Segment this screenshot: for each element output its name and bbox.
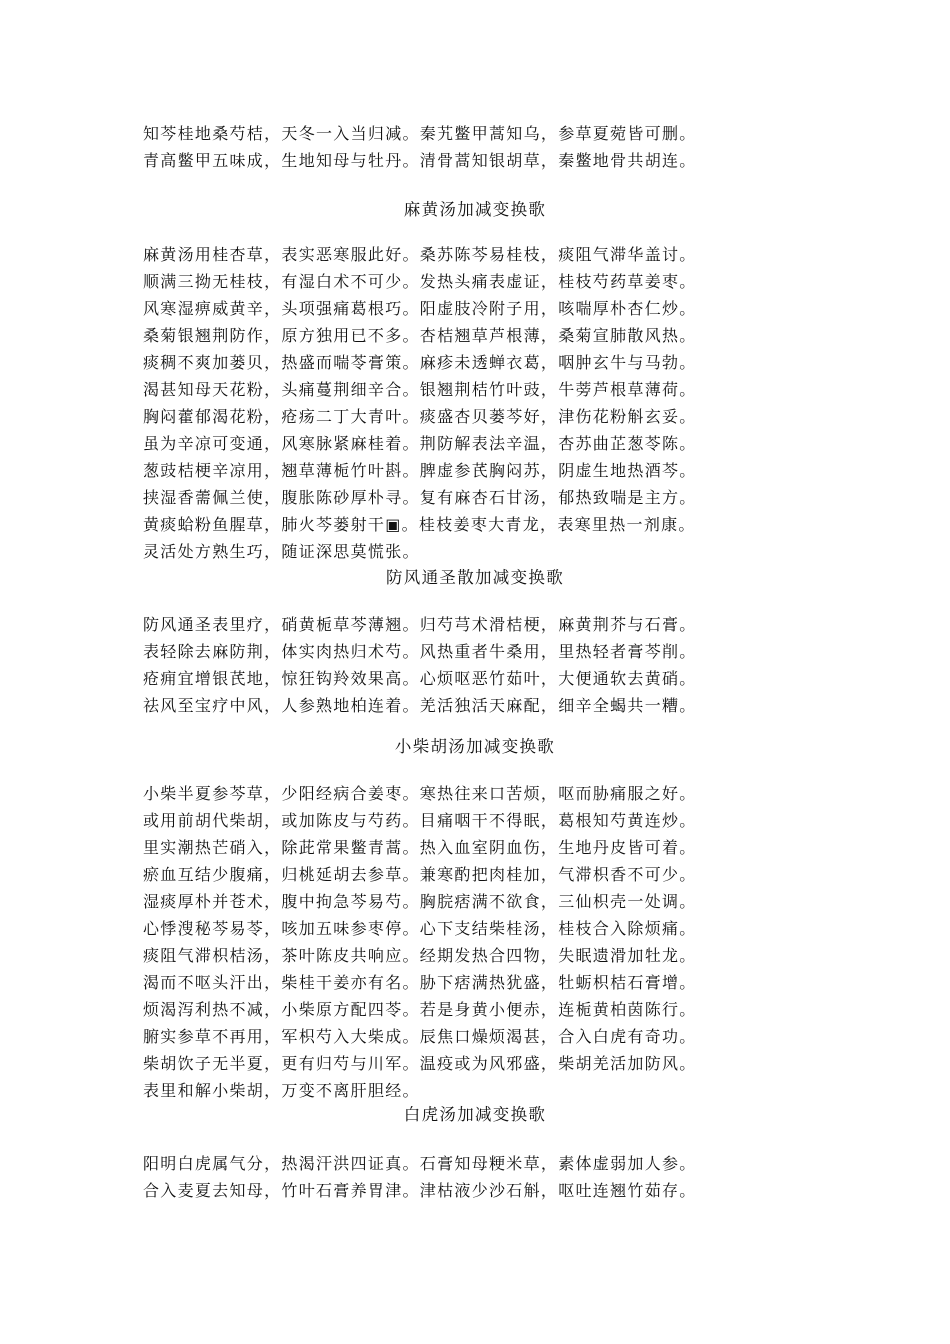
verse-line: 祛风至宝疗中风，人参熟地柏连着。羌活独活天麻配，细辛全蝎共一糟。 — [143, 696, 697, 715]
verse-line: 烦渴泻利热不减，小柴原方配四苓。若是身黄小便赤，连栀黄柏茵陈行。 — [143, 1000, 697, 1019]
section-verse-xiaochaihu — [143, 780, 823, 1104]
verse-line: 顺满三拗无桂枝，有湿白术不可少。发热头痛表虚证，桂枝芍药草姜枣。 — [143, 272, 697, 291]
section-title: 白虎汤加减变换歌 — [403, 1105, 547, 1124]
verse-line: 灵活处方熟生巧，随证深思莫慌张。 — [143, 542, 420, 561]
verse-line: 里实潮热芒硝入，除茈常果鳖青蒿。热入血室阴血伤，生地丹皮皆可着。 — [143, 838, 697, 857]
section-title: 麻黄汤加减变换歌 — [403, 200, 547, 219]
section-verse-mahuang — [143, 241, 823, 565]
verse-line: 葱豉桔梗辛凉用，翘草薄栀竹叶斟。脾虚参芪胸闷苏，阴虚生地热酒芩。 — [143, 461, 697, 480]
verse-line: 防风通圣表里疗，硝黄栀草芩薄翘。归芍芎术滑桔梗，麻黄荆芥与石膏。 — [143, 615, 697, 634]
section-title: 小柴胡汤加减变换歌 — [394, 737, 556, 756]
verse-line: 黄痰蛤粉鱼腥草，肺火芩蒌射干▣。桂枝姜枣大青龙，表寒里热一剂康。 — [143, 515, 696, 534]
section-verse-baihu — [143, 1150, 823, 1204]
verse-line: 青高鳖甲五味成，生地知母与牡丹。清骨蒿知银胡草，秦鳖地骨共胡连。 — [143, 151, 697, 170]
verse-line: 阳明白虎属气分，热渴汗洪四证真。石膏知母粳米草，素体虚弱加人参。 — [143, 1154, 697, 1173]
verse-line: 柴胡饮子无半夏，更有归芍与川军。温疫或为风邪盛，柴胡羌活加防风。 — [143, 1054, 697, 1073]
verse-line: 或用前胡代柴胡，或加陈皮与芍药。目痛咽干不得眠，葛根知芍黄连炒。 — [143, 811, 697, 830]
verse-line: 腑实参草不再用，军枳芍入大柴成。辰焦口燥烦渴甚，合入白虎有奇功。 — [143, 1027, 697, 1046]
verse-line: 表轻除去麻防荆，体实肉热归术芍。风热重者牛桑用，里热轻者膏芩削。 — [143, 642, 697, 661]
verse-line: 虽为辛凉可变通，风寒脉紧麻桂着。荆防解表法辛温，杏苏曲芷葱苓陈。 — [143, 434, 697, 453]
verse-line: 瘀血互结少腹痛，归桃延胡去参草。兼寒酌把肉桂加，气滞枳香不可少。 — [143, 865, 697, 884]
verse-line: 湿痰厚朴并苍术，腹中拘急芩易芍。胸脘痞满不欲食，三仙枳壳一处调。 — [143, 892, 697, 911]
verse-line: 小柴半夏参芩草，少阳经病合姜枣。寒热往来口苦烦，呕而胁痛服之好。 — [143, 784, 697, 803]
verse-line: 桑菊银翘荆防作，原方独用已不多。杏桔翘草芦根薄，桑菊宣肺散风热。 — [143, 326, 697, 345]
verse-line: 心悸溲秘芩易苓，咳加五味参枣停。心下支结柴桂汤，桂枝合入除烦痛。 — [143, 919, 697, 938]
section-verse-fangfeng — [143, 611, 823, 719]
verse-line: 合入麦夏去知母，竹叶石膏养胃津。津枯液少沙石斛，呕吐连翘竹茹存。 — [143, 1181, 697, 1200]
intro-verse — [143, 120, 823, 174]
verse-line: 表里和解小柴胡，万变不离肝胆经。 — [143, 1081, 420, 1100]
verse-line: 胸闷藿郁渴花粉，疮疡二丁大青叶。痰盛杏贝蒌芩好，津伤花粉斛玄妥。 — [143, 407, 697, 426]
verse-line: 风寒湿痹威黄辛，头项强痛葛根巧。阳虚肢冷附子用，咳喘厚朴杏仁炒。 — [143, 299, 697, 318]
verse-line: 痰稠不爽加蒌贝，热盛而喘苓膏策。麻疹未透蝉衣葛，咽肿玄牛与马勃。 — [143, 353, 697, 372]
section-title: 防风通圣散加减变换歌 — [386, 568, 564, 587]
verse-line: 渴甚知母天花粉，头痛蔓荆细辛合。银翘荆桔竹叶豉，牛蒡芦根草薄荷。 — [143, 380, 697, 399]
verse-line: 麻黄汤用桂杏草，表实恶寒服此好。桑苏陈芩易桂枝，痰阻气滞华盖讨。 — [143, 245, 697, 264]
verse-line: 知芩桂地桑芍桔，天冬一入当归减。秦艽鳖甲蒿知乌，参草夏菀皆可删。 — [143, 124, 697, 143]
verse-line: 挟湿香薷佩兰使，腹胀陈砂厚朴寻。复有麻杏石甘汤，郁热致喘是主方。 — [143, 488, 697, 507]
verse-line: 痰阻气滞枳桔汤，茶叶陈皮共响应。经期发热合四物，失眠遗滑加牡龙。 — [143, 946, 697, 965]
verse-line: 渴而不呕头汗出，柴桂干姜亦有名。胁下痞满热犹盛，牡蛎枳桔石膏增。 — [143, 973, 697, 992]
verse-line: 疮痈宜增银芪地，惊狂钩羚效果高。心烦呕恶竹茹叶，大便通软去黄硝。 — [143, 669, 697, 688]
